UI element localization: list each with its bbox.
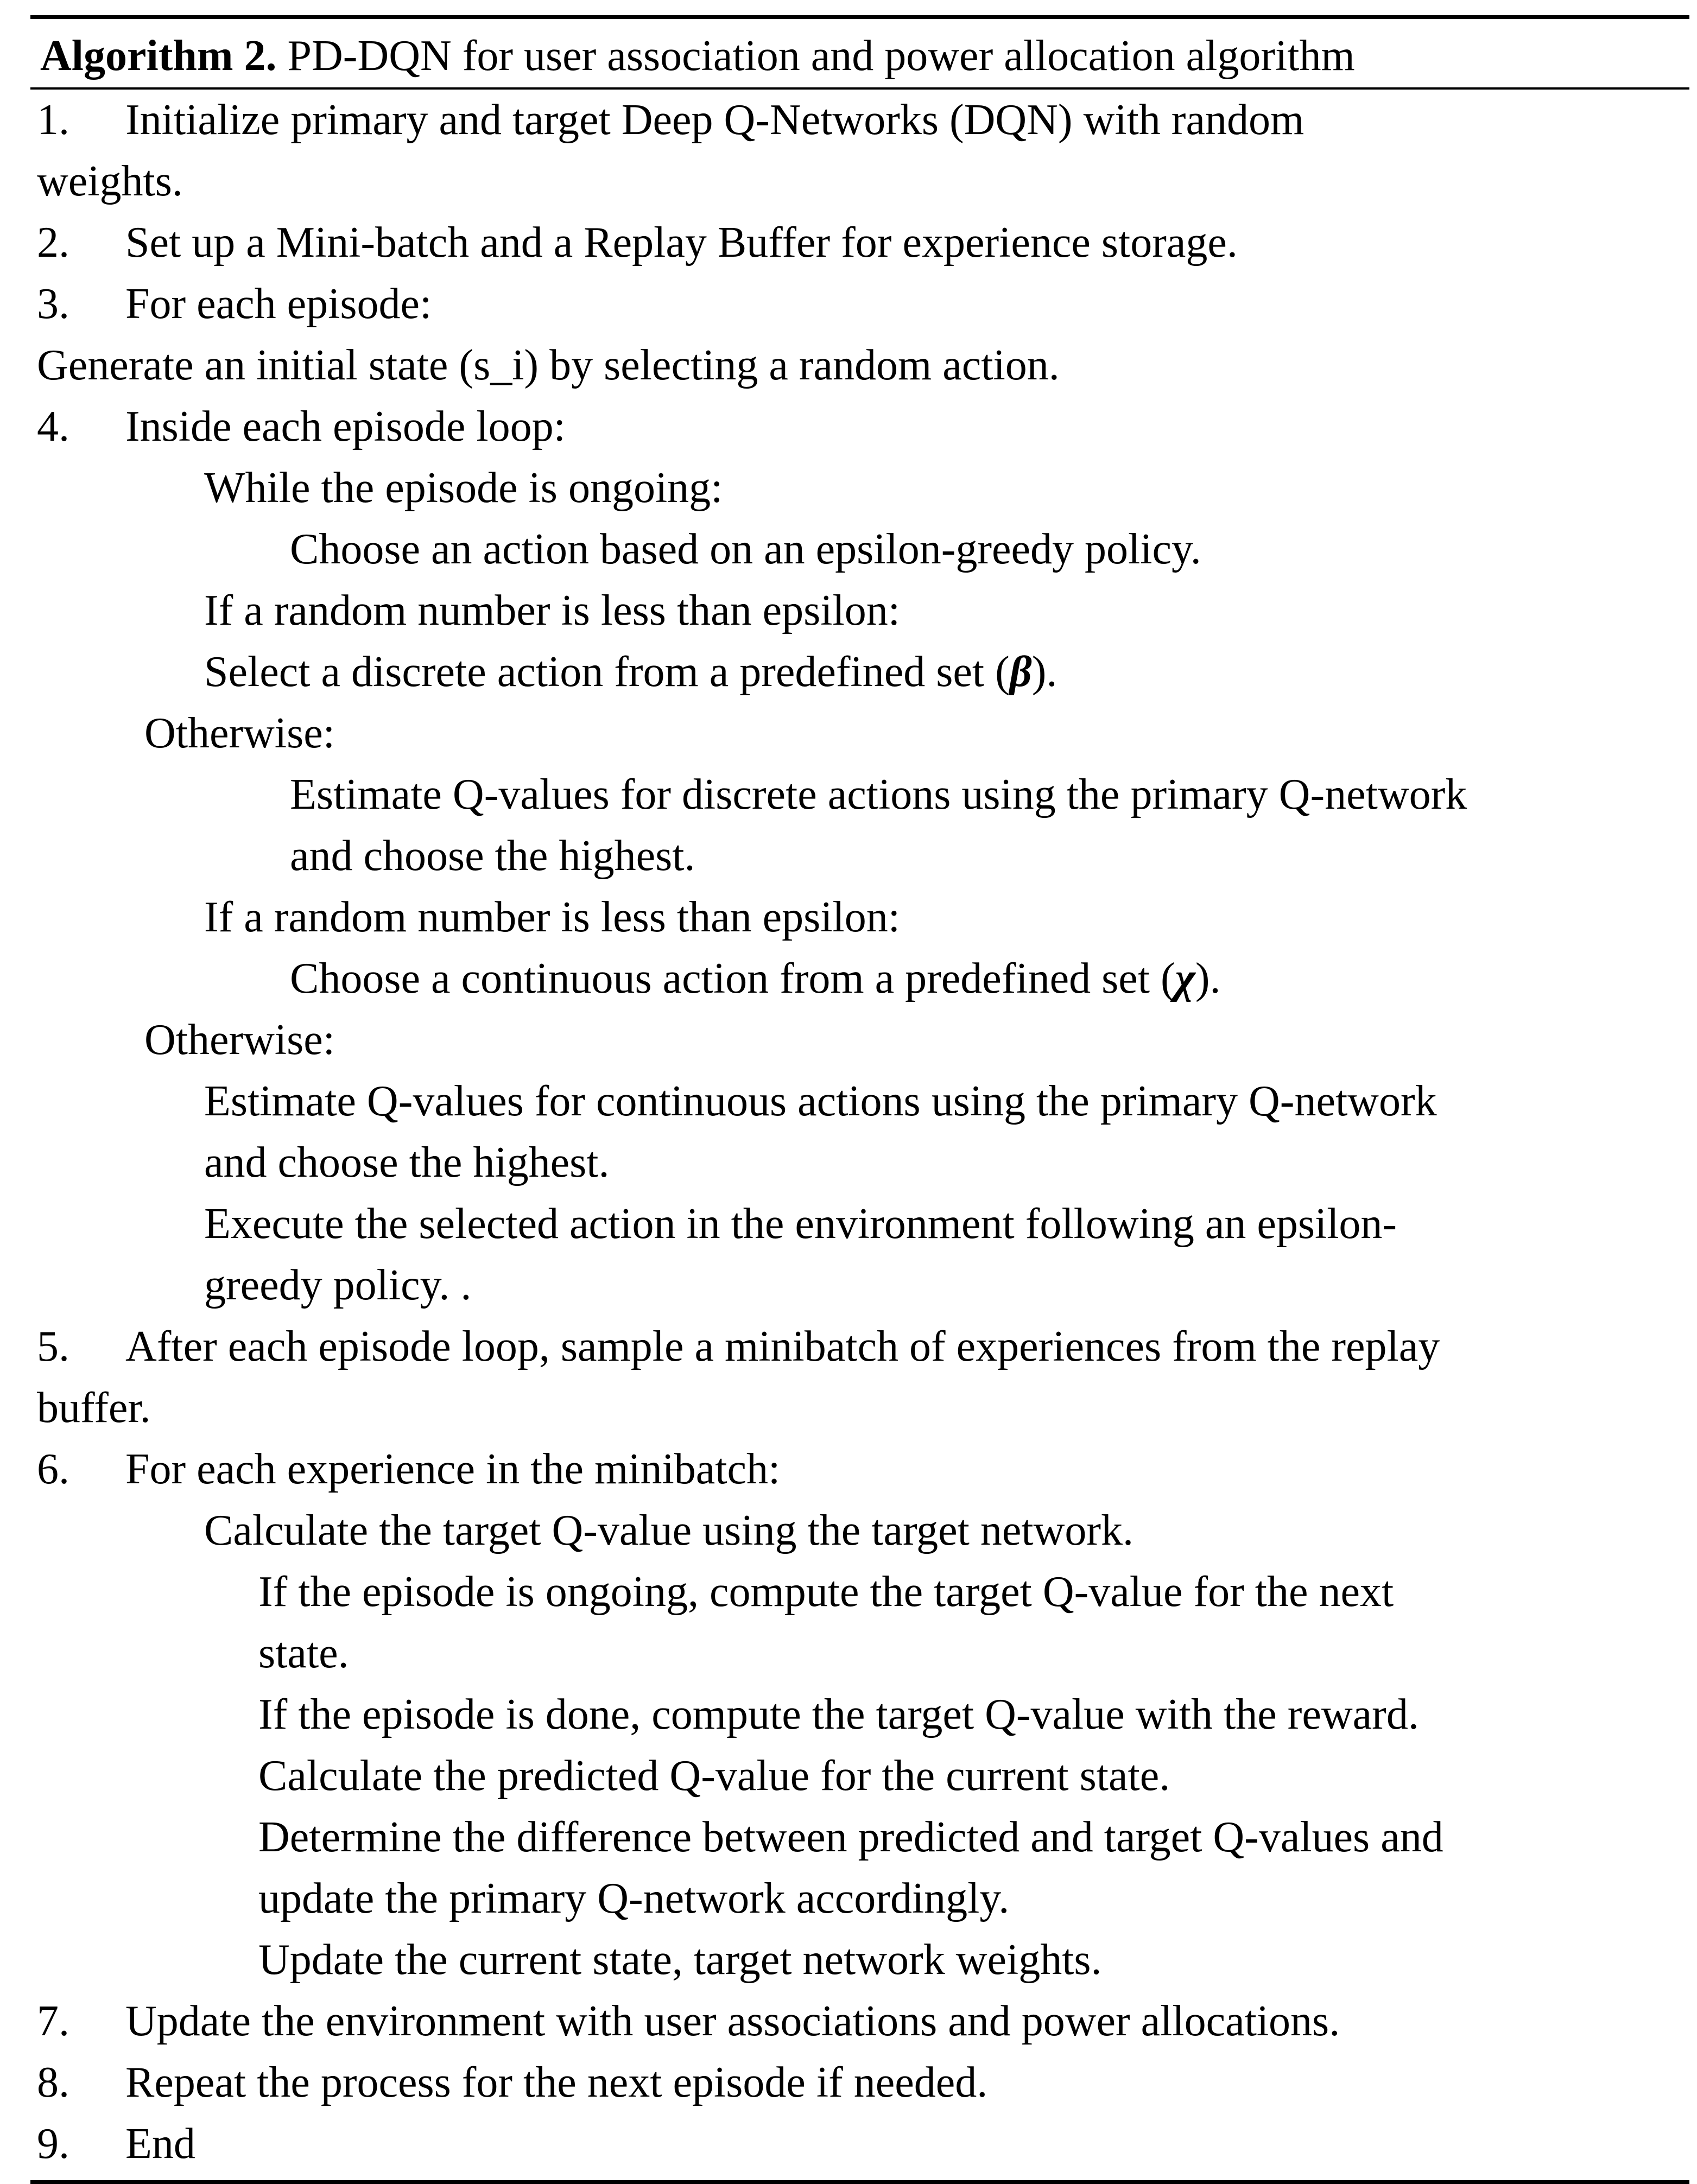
step-number: 6.: [37, 1445, 69, 1493]
step-text: [125, 1439, 780, 1500]
algorithm-line: [30, 1684, 1689, 1745]
step-text-main: Inside each episode loop:: [125, 403, 566, 450]
algorithm-line: [30, 1807, 1689, 1868]
step-text-main: Otherwise:: [144, 1016, 335, 1064]
step-text-main: Estimate Q-values for discrete actions using the primary Q-network: [290, 771, 1467, 818]
algorithm-line: [30, 580, 1689, 642]
step-text: [258, 1929, 1102, 1991]
algorithm-steps: [30, 90, 1689, 2175]
step-text-main: For each episode:: [125, 280, 432, 328]
algorithm-line: [30, 1439, 1689, 1500]
algorithm-line: [30, 703, 1689, 764]
algorithm-line: [30, 1071, 1689, 1132]
step-text: [125, 1991, 1340, 2052]
algorithm-line: [30, 642, 1689, 703]
step-text-main: Generate an initial state (s_i) by selecting a random action.: [37, 341, 1060, 389]
algorithm-line: [30, 1745, 1689, 1807]
step-text: [125, 90, 1304, 151]
step-text-main: Repeat the process for the next episode if needed.: [125, 2059, 988, 2106]
step-text-main: Select a discrete action from a predefined set (: [204, 648, 1010, 696]
step-text-main: Initialize primary and target Deep Q-Networks (DQN) with random: [125, 96, 1305, 144]
step-text-main: state.: [258, 1629, 349, 1677]
algorithm-line: [30, 948, 1689, 1010]
step-text-main: weights.: [37, 157, 183, 205]
algorithm-line: [30, 1377, 1689, 1439]
step-number: 3.: [37, 280, 69, 328]
algorithm-line: [30, 212, 1689, 274]
algorithm-line: [30, 1623, 1689, 1684]
bottom-rule: [30, 2180, 1689, 2184]
step-text-main: buffer.: [37, 1384, 151, 1432]
step-text: [290, 948, 1220, 1010]
step-text-main: and choose the highest.: [204, 1139, 610, 1186]
algorithm-line: [30, 826, 1689, 887]
algorithm-line: [30, 458, 1689, 519]
step-text-main: While the episode is ongoing:: [204, 464, 723, 512]
algorithm-line: [30, 887, 1689, 948]
step-text: [290, 764, 1467, 826]
step-text-main: If a random number is less than epsilon:: [204, 893, 900, 941]
step-text: [258, 1745, 1170, 1807]
step-number: 2.: [37, 219, 69, 266]
algorithm-line: [30, 1316, 1689, 1377]
step-text: [258, 1868, 1009, 1929]
algorithm-line: [30, 519, 1689, 580]
algorithm-line: [30, 1929, 1689, 1991]
algorithm-line: [30, 1132, 1689, 1193]
step-number: 5.: [37, 1323, 69, 1370]
step-text: [204, 1132, 609, 1193]
top-rule: [30, 15, 1689, 19]
step-text: [204, 1255, 471, 1316]
step-text: [204, 642, 1057, 703]
step-number: 7.: [37, 1997, 69, 2045]
step-text-main: Choose an action based on an epsilon-greedy policy.: [290, 525, 1201, 573]
step-text: [125, 274, 432, 335]
algorithm-line: [30, 1255, 1689, 1316]
greek-symbol: β: [1009, 648, 1032, 696]
step-text-main: Otherwise:: [144, 709, 335, 757]
step-text-main: Update the environment with user associations and power allocations.: [125, 1997, 1340, 2045]
step-text: [204, 1071, 1437, 1132]
algorithm-line: [30, 2052, 1689, 2113]
step-text-main: If the episode is done, compute the target Q-value with the reward.: [258, 1691, 1419, 1738]
algorithm-title-text: PD-DQN for user association and power allocation algorithm: [276, 32, 1355, 80]
step-text-main: and choose the highest.: [290, 832, 695, 880]
algorithm-line: [30, 2113, 1689, 2175]
step-text-after: ).: [1195, 955, 1221, 1002]
algorithm-line: [30, 1193, 1689, 1255]
algorithm-line: [30, 764, 1689, 826]
step-text: [37, 1377, 151, 1439]
step-text-main: Determine the difference between predicted and target Q-values and: [258, 1813, 1443, 1861]
step-text-main: If a random number is less than epsilon:: [204, 587, 900, 634]
step-text: [204, 887, 900, 948]
step-text: [258, 1623, 349, 1684]
algorithm-line: [30, 1500, 1689, 1561]
step-text-main: If the episode is ongoing, compute the target Q-value for the next: [258, 1568, 1394, 1616]
algorithm-line: [30, 1561, 1689, 1623]
algorithm-line: [30, 396, 1689, 458]
step-text: [204, 580, 900, 642]
algorithm-line: [30, 151, 1689, 212]
step-text: [125, 2052, 987, 2113]
step-text-main: Choose a continuous action from a predefined set (: [290, 955, 1175, 1002]
step-text-main: After each episode loop, sample a minibatch of experiences from the replay: [125, 1323, 1440, 1370]
step-text: [290, 519, 1201, 580]
step-text: [144, 703, 335, 764]
algorithm-line: [30, 274, 1689, 335]
step-text: [37, 151, 183, 212]
step-text-after: ).: [1031, 648, 1058, 696]
step-text-main: Calculate the target Q-value using the target network.: [204, 1507, 1134, 1554]
step-text: [290, 826, 695, 887]
step-text-main: update the primary Q-network accordingly.: [258, 1875, 1010, 1922]
algorithm-box: [30, 15, 1689, 2184]
algorithm-line: [30, 1991, 1689, 2052]
step-text: [204, 1500, 1134, 1561]
step-text-main: Update the current state, target network weights.: [258, 1936, 1102, 1984]
step-text-main: greedy policy. .: [204, 1261, 472, 1309]
step-text: [125, 396, 566, 458]
algorithm-line: [30, 335, 1689, 396]
algorithm-label: Algorithm 2.: [40, 32, 277, 80]
step-text: [125, 2113, 195, 2175]
step-text-main: For each experience in the minibatch:: [125, 1445, 781, 1493]
algorithm-line: [30, 1868, 1689, 1929]
step-text: [258, 1807, 1443, 1868]
step-text: [125, 1316, 1440, 1377]
step-text: [37, 335, 1060, 396]
step-number: 1.: [37, 96, 69, 144]
step-number: 8.: [37, 2059, 69, 2106]
step-text: [258, 1561, 1394, 1623]
step-text-main: Execute the selected action in the environment following an epsilon-: [204, 1200, 1397, 1248]
step-text-main: Estimate Q-values for continuous actions using the primary Q-network: [204, 1077, 1437, 1125]
greek-symbol: χ: [1175, 955, 1195, 1002]
step-number: 4.: [37, 403, 69, 450]
step-text: [204, 458, 723, 519]
step-text: [258, 1684, 1419, 1745]
algorithm-title: [30, 29, 1689, 83]
algorithm-line: [30, 1010, 1689, 1071]
step-text-main: Set up a Mini-batch and a Replay Buffer for experience storage.: [125, 219, 1238, 266]
step-text-main: Calculate the predicted Q-value for the current state.: [258, 1752, 1170, 1800]
step-number: 9.: [37, 2120, 69, 2168]
step-text: [144, 1010, 335, 1071]
algorithm-line: [30, 90, 1689, 151]
step-text: [125, 212, 1238, 274]
step-text-main: End: [125, 2120, 195, 2168]
step-text: [204, 1193, 1397, 1255]
